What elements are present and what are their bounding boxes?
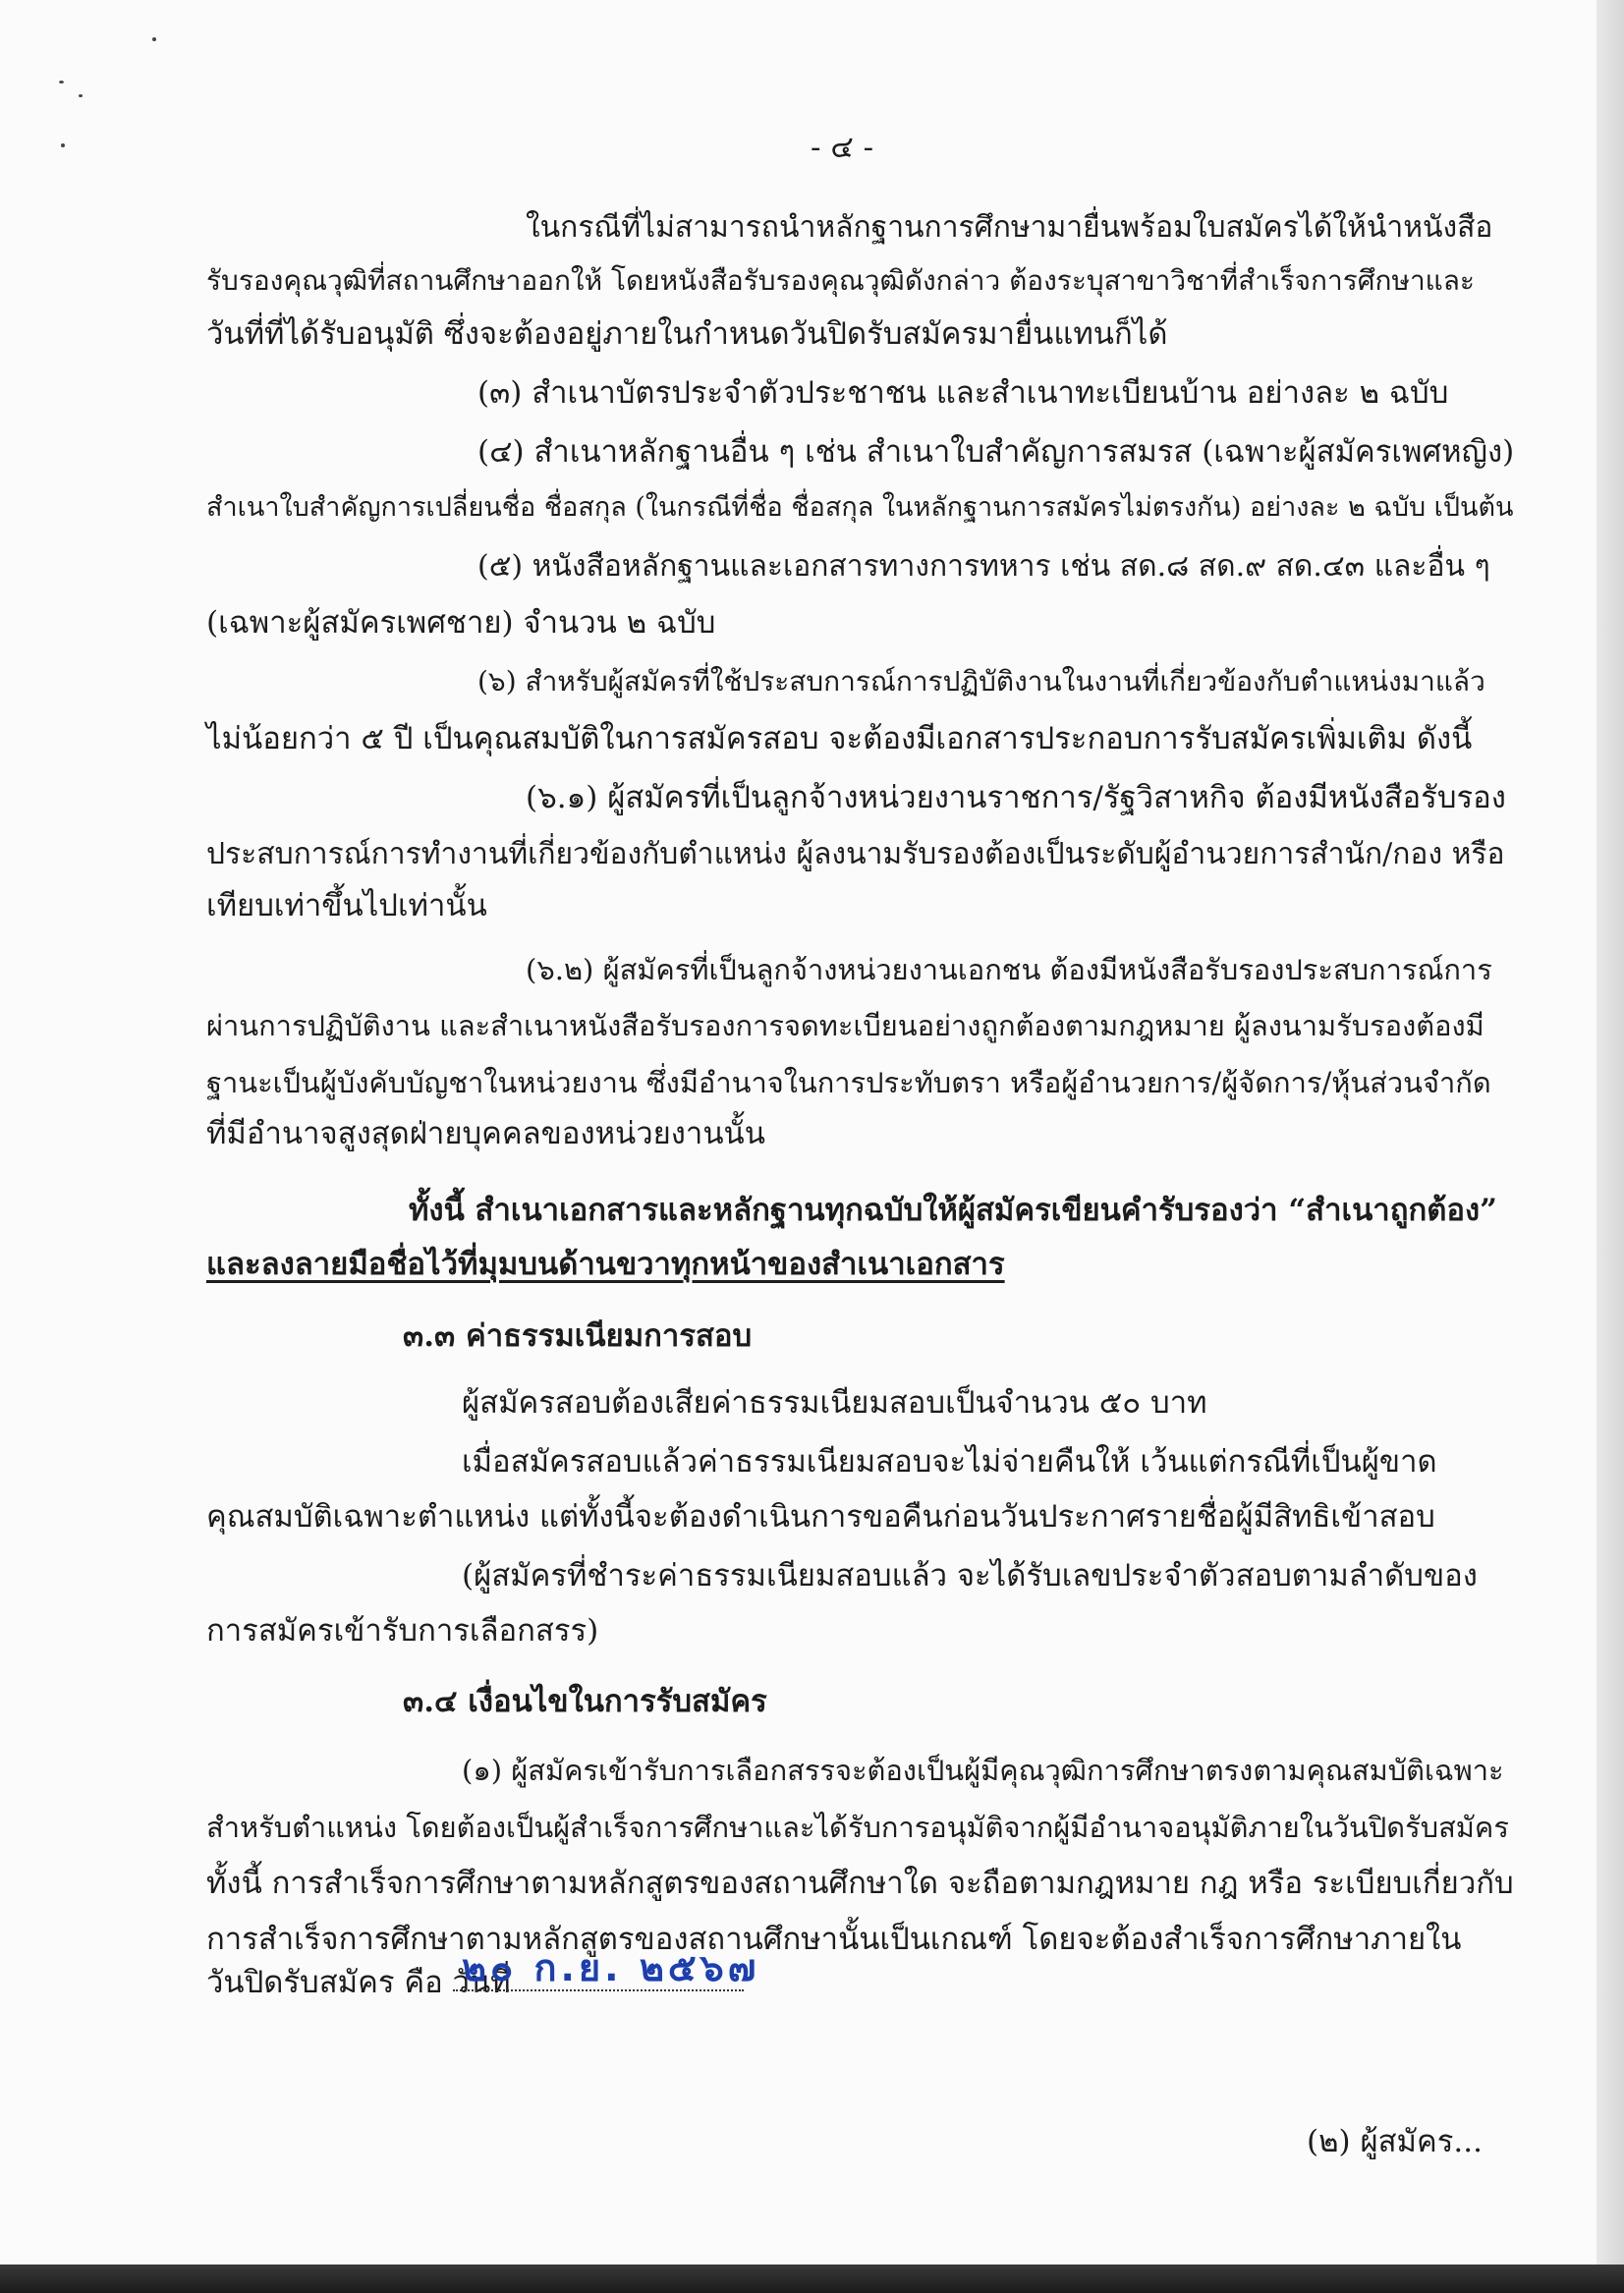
paragraph-line: รับรองคุณวุฒิที่สถานศึกษาออกให้ โดยหนังสือรับรองคุณวุฒิดังกล่าว ต้องระบุสาขาวิชาที่สำเร็จการศึกษาและ: [206, 264, 1475, 297]
paragraph-line: การสมัครเข้ารับการเลือกสรร): [206, 1613, 599, 1649]
paragraph-line: คุณสมบัติเฉพาะตำแหน่ง แต่ทั้งนี้จะต้องดำเนินการขอคืนก่อนวันประกาศรายชื่อผู้มีสิทธิเข้าสอบ: [206, 1499, 1435, 1535]
section-heading-fee: ๓.๓ ค่าธรรมเนียมการสอบ: [403, 1318, 753, 1354]
scan-speck: [61, 143, 65, 147]
handwritten-date: ๒๐ ก.ย. ๒๕๖๗: [462, 1946, 760, 1989]
paragraph-line: สำหรับตำแหน่ง โดยต้องเป็นผู้สำเร็จการศึกษาและได้รับการอนุมัติจากผู้มีอำนาจอนุมัติภายในวันปิดรับสมัคร: [206, 1811, 1509, 1844]
certification-note-underlined: และลงลายมือชื่อไว้ที่มุมบนด้านขวาทุกหน้าของสำเนาเอกสาร: [206, 1247, 1005, 1282]
scan-edge: [0, 2265, 1624, 2293]
paragraph-line: (๖.๑) ผู้สมัครที่เป็นลูกจ้างหน่วยงานราชการ/รัฐวิสาหกิจ ต้องมีหนังสือรับรอง: [526, 780, 1506, 815]
paragraph-line: ในกรณีที่ไม่สามารถนำหลักฐานการศึกษามายื่นพร้อมใบสมัครได้ให้นำหนังสือ: [526, 210, 1493, 245]
paragraph-line: (ผู้สมัครที่ชำระค่าธรรมเนียมสอบแล้ว จะได้รับเลขประจำตัวสอบตามลำดับของ: [462, 1558, 1478, 1594]
continuation-note: (๒) ผู้สมัคร...: [1307, 2124, 1483, 2159]
paragraph-line: (๖) สำหรับผู้สมัครที่ใช้ประสบการณ์การปฏิบัติงานในงานที่เกี่ยวข้องกับตำแหน่งมาแล้ว: [477, 665, 1485, 698]
section-heading-conditions: ๓.๔ เงื่อนไขในการรับสมัคร: [403, 1684, 767, 1719]
paragraph-line: ที่มีอำนาจสูงสุดฝ่ายบุคคลของหน่วยงานนั้น: [206, 1116, 765, 1151]
paragraph-line: (เฉพาะผู้สมัครเพศชาย) จำนวน ๒ ฉบับ: [206, 605, 716, 641]
certification-note: ทั้งนี้ สำเนาเอกสารและหลักฐานทุกฉบับให้ผู้สมัครเขียนคำรับรองว่า “สำเนาถูกต้อง”: [409, 1193, 1497, 1228]
paragraph-line: ทั้งนี้ การสำเร็จการศึกษาตามหลักสูตรของสถานศึกษาใด จะถือตามกฎหมาย กฎ หรือ ระเบียบเกี่ยวกับ: [206, 1866, 1514, 1901]
paragraph-line: ผู้สมัครสอบต้องเสียค่าธรรมเนียมสอบเป็นจำนวน ๕๐ บาท: [462, 1385, 1207, 1421]
paragraph-line: ไม่น้อยกว่า ๕ ปี เป็นคุณสมบัติในการสมัครสอบ จะต้องมีเอกสารประกอบการรับสมัครเพิ่มเติม ดังนี้: [206, 721, 1473, 756]
paragraph-line: (๕) หนังสือหลักฐานและเอกสารทางการทหาร เช่น สด.๘ สด.๙ สด.๔๓ และอื่น ๆ: [477, 549, 1490, 584]
paragraph-line: (๑) ผู้สมัครเข้ารับการเลือกสรรจะต้องเป็นผู้มีคุณวุฒิการศึกษาตรงตามคุณสมบัติเฉพาะ: [462, 1754, 1504, 1787]
paragraph-line: (๔) สำเนาหลักฐานอื่น ๆ เช่น สำเนาใบสำคัญการสมรส (เฉพาะผู้สมัครเพศหญิง): [477, 434, 1515, 470]
paragraph-line: เมื่อสมัครสอบแล้วค่าธรรมเนียมสอบจะไม่จ่ายคืนให้ เว้นแต่กรณีที่เป็นผู้ขาด: [462, 1444, 1437, 1480]
paragraph-line: ผ่านการปฏิบัติงาน และสำเนาหนังสือรับรองการจดทะเบียนอย่างถูกต้องตามกฎหมาย ผู้ลงนามรับรองต้องมี: [206, 1009, 1484, 1042]
paragraph-line: ฐานะเป็นผู้บังคับบัญชาในหน่วยงาน ซึ่งมีอำนาจในการประทับตรา หรือผู้อำนวยการ/ผู้จัดการ/หุ้นส่วนจำกัด: [206, 1066, 1491, 1099]
paragraph-line: การสำเร็จการศึกษาตามหลักสูตรของสถานศึกษานั้นเป็นเกณฑ์ โดยจะต้องสำเร็จการศึกษาภายใน: [206, 1922, 1462, 1957]
paragraph-line: เทียบเท่าขึ้นไปเท่านั้น: [206, 888, 487, 923]
scan-speck: [152, 37, 156, 41]
paragraph-line: ประสบการณ์การทำงานที่เกี่ยวข้องกับตำแหน่ง ผู้ลงนามรับรองต้องเป็นระดับผู้อำนวยการสำนัก/กอง หรือ: [206, 837, 1505, 871]
page-number: - ๔ -: [811, 130, 874, 165]
scan-edge: [1596, 0, 1624, 2293]
paragraph-line: วันปิดรับสมัคร คือ วันที่: [206, 1965, 511, 2000]
scan-speck: [79, 94, 83, 97]
paragraph-line: สำเนาใบสำคัญการเปลี่ยนชื่อ ชื่อสกุล (ในกรณีที่ชื่อ ชื่อสกุล ในหลักฐานการสมัครไม่ตรงกัน) อย่างละ ๒ ฉบับ เป็นต้น: [206, 492, 1514, 523]
scan-speck: [59, 81, 64, 84]
paragraph-line: วันที่ที่ได้รับอนุมัติ ซึ่งจะต้องอยู่ภายในกำหนดวันปิดรับสมัครมายื่นแทนก็ได้: [206, 316, 1168, 352]
paragraph-line: (๖.๒) ผู้สมัครที่เป็นลูกจ้างหน่วยงานเอกชน ต้องมีหนังสือรับรองประสบการณ์การ: [526, 953, 1492, 986]
paragraph-line: (๓) สำเนาบัตรประจำตัวประชาชน และสำเนาทะเบียนบ้าน อย่างละ ๒ ฉบับ: [477, 375, 1449, 411]
